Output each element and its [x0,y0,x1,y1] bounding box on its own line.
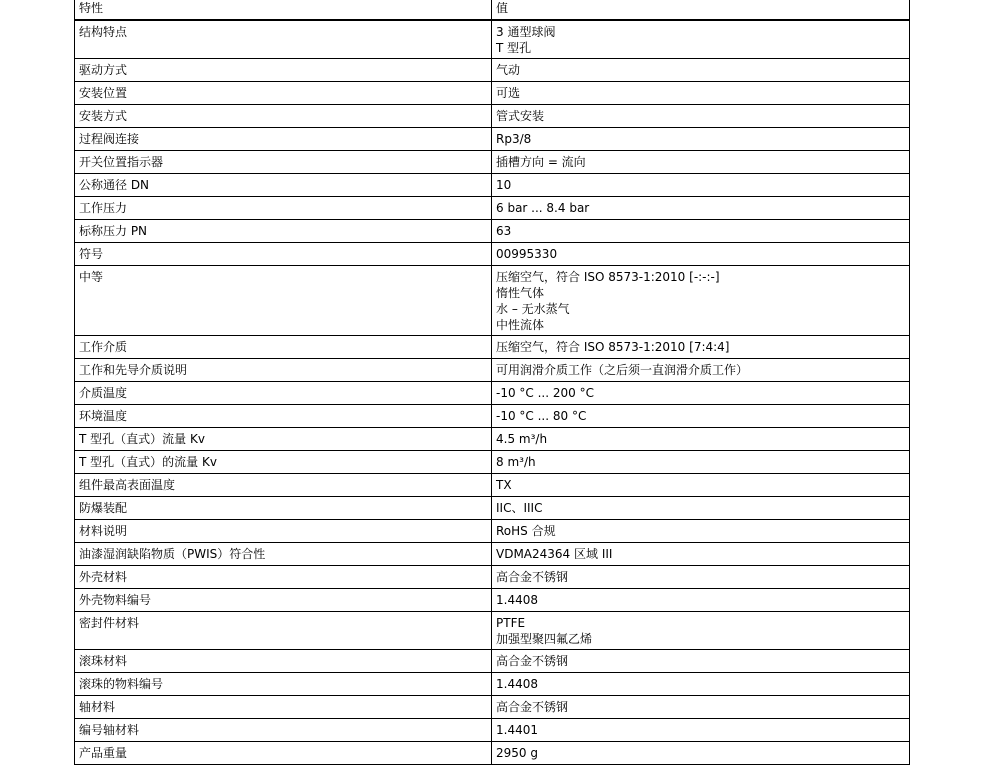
value-line: RoHS 合规 [496,524,556,538]
property-value [492,474,910,497]
property-label: 组件最高表面温度 [75,474,492,497]
property-label: 材料说明 [75,520,492,543]
value-line: 高合金不锈钢 [496,570,569,584]
property-label: 编号轴材料 [75,719,492,742]
table-row [75,612,910,650]
table-row [75,566,910,589]
table-row [75,20,910,59]
property-value [492,197,910,220]
value-line: PTFE [496,616,526,630]
property-label: 公称通径 DN [75,174,492,197]
property-label: 安装位置 [75,82,492,105]
table-row [75,243,910,266]
property-label: 油漆湿润缺陷物质（PWIS）符合性 [75,543,492,566]
value-line: 压缩空气，符合 ISO 8573-1:2010 [-:-:-] [496,270,720,284]
value-line: 高合金不锈钢 [496,700,569,714]
property-label: 工作介质 [75,336,492,359]
value-line: Rp3/8 [496,132,532,146]
property-value [492,382,910,405]
property-value [492,266,910,336]
table-row [75,474,910,497]
value-line: 2950 g [496,746,538,760]
table-row [75,742,910,765]
table-row [75,673,910,696]
table-row [75,336,910,359]
property-value [492,220,910,243]
value-line: 10 [496,178,512,192]
table-row [75,197,910,220]
property-label: 滚珠材料 [75,650,492,673]
value-line: T 型孔 [496,41,532,55]
property-value [492,589,910,612]
property-value [492,520,910,543]
value-line: 4.5 m³/h [496,432,548,446]
value-line: 气动 [496,63,521,77]
value-line: TX [496,478,512,492]
table-row [75,543,910,566]
property-value [492,243,910,266]
property-label: T 型孔（直式）流量 Kv [75,428,492,451]
property-label: 中等 [75,266,492,336]
property-value [492,59,910,82]
property-value [492,336,910,359]
property-label: 符号 [75,243,492,266]
table-row [75,520,910,543]
property-label: 工作和先导介质说明 [75,359,492,382]
value-line: IIC、IIIC [496,501,543,515]
property-label: 标称压力 PN [75,220,492,243]
table-row [75,151,910,174]
table-row [75,696,910,719]
property-value [492,20,910,59]
table-row [75,266,910,336]
spec-table [74,0,910,765]
property-label: 外壳物料编号 [75,589,492,612]
property-label: 开关位置指示器 [75,151,492,174]
value-line: 惰性气体 [496,286,545,300]
property-value [492,428,910,451]
property-value [492,650,910,673]
table-row [75,589,910,612]
property-label: T 型孔（直式）的流量 Kv [75,451,492,474]
property-label: 密封件材料 [75,612,492,650]
property-label: 介质温度 [75,382,492,405]
property-label: 滚珠的物料编号 [75,673,492,696]
property-label: 工作压力 [75,197,492,220]
header-property: 特性 [75,0,492,20]
property-label: 产品重量 [75,742,492,765]
property-value [492,742,910,765]
value-line: VDMA24364 区域 III [496,547,613,561]
table-row [75,497,910,520]
property-value [492,451,910,474]
table-row [75,382,910,405]
table-row [75,405,910,428]
property-value [492,566,910,589]
table-row [75,105,910,128]
property-label: 轴材料 [75,696,492,719]
property-value [492,359,910,382]
table-row [75,650,910,673]
value-line: 8 m³/h [496,455,536,469]
value-line: 可用润滑介质工作（之后须一直润滑介质工作） [496,363,749,377]
property-value [492,673,910,696]
property-value [492,497,910,520]
property-value [492,151,910,174]
value-line: -10 °C ... 80 °C [496,409,587,423]
value-line: 3 通型球阀 [496,25,556,39]
property-label: 环境温度 [75,405,492,428]
property-value [492,128,910,151]
header-row [75,0,910,20]
property-value [492,696,910,719]
table-row [75,220,910,243]
value-line: -10 °C ... 200 °C [496,386,594,400]
table-row [75,359,910,382]
value-line: 中性流体 [496,318,545,332]
spec-table-body [75,20,910,765]
value-line: 水 – 无水蒸气 [496,302,570,316]
property-label: 过程阀连接 [75,128,492,151]
value-line: 压缩空气，符合 ISO 8573-1:2010 [7:4:4] [496,340,730,354]
value-line: 可选 [496,86,521,100]
value-line: 插槽方向 = 流向 [496,155,586,169]
table-row [75,128,910,151]
property-label: 驱动方式 [75,59,492,82]
property-value [492,174,910,197]
property-label: 安装方式 [75,105,492,128]
property-label: 防爆装配 [75,497,492,520]
table-row [75,428,910,451]
value-line: 00995330 [496,247,558,261]
property-value [492,543,910,566]
value-line: 1.4401 [496,723,538,737]
table-row [75,174,910,197]
property-value [492,82,910,105]
property-label: 外壳材料 [75,566,492,589]
property-value [492,719,910,742]
value-line: 高合金不锈钢 [496,654,569,668]
spec-table-header [75,0,910,20]
value-line: 1.4408 [496,593,538,607]
table-row [75,451,910,474]
table-row [75,719,910,742]
value-line: 63 [496,224,512,238]
table-row [75,82,910,105]
value-line: 6 bar ... 8.4 bar [496,201,590,215]
property-value [492,612,910,650]
property-label: 结构特点 [75,20,492,59]
value-line: 1.4408 [496,677,538,691]
header-value: 值 [492,0,910,20]
table-row [75,59,910,82]
property-value [492,405,910,428]
value-line: 加强型聚四氟乙烯 [496,632,593,646]
value-line: 管式安装 [496,109,545,123]
property-value [492,105,910,128]
